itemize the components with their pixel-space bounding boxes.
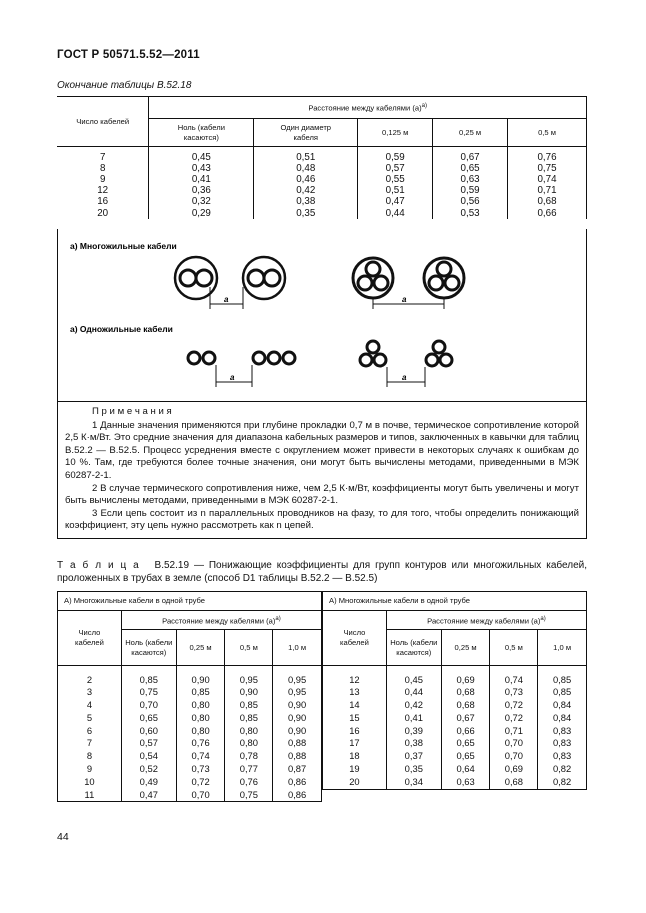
coefficient-cell: 0,82: [538, 763, 587, 776]
row-count-cell: 9: [58, 763, 122, 776]
table-row: [323, 699, 587, 712]
coefficient-cell: 0,42: [254, 185, 358, 196]
coefficient-cell: 0,74: [508, 174, 587, 185]
coefficient-cell: 0,44: [358, 208, 433, 219]
coefficient-cell: 0,76: [225, 776, 273, 789]
coefficient-cell: 0,60: [121, 725, 176, 738]
coefficient-cell: 0,48: [254, 163, 358, 174]
coefficient-cell: 0,54: [121, 750, 176, 763]
coefficient-cell: 0,38: [386, 737, 441, 750]
coefficient-cell: 0,90: [273, 712, 322, 725]
coefficient-cell: 0,64: [441, 763, 490, 776]
coefficient-cell: 0,51: [358, 185, 433, 196]
notes-block: [57, 401, 587, 539]
row-count-cell: 8: [58, 750, 122, 763]
derating-table-b52-19-left: [57, 591, 322, 802]
coefficient-cell: 0,84: [538, 699, 587, 712]
cable-arrangement-figure: [57, 229, 587, 402]
table-row: [57, 152, 587, 163]
dimension-a-multicore-2: [373, 298, 444, 309]
coefficient-cell: 0,70: [490, 750, 538, 763]
multicore-2core-cable-icon: [175, 257, 285, 299]
coefficient-cell: 0,34: [386, 776, 441, 789]
coefficient-cell: 0,95: [273, 686, 322, 699]
coefficient-cell: 0,37: [386, 750, 441, 763]
coefficient-cell: 0,82: [538, 776, 587, 789]
dimension-label: а: [402, 295, 407, 304]
dimension-label: а: [230, 373, 235, 382]
column-header: 1,0 м: [273, 630, 322, 666]
derating-table-b52-18: [57, 96, 587, 219]
table-caption: Окончание таблицы В.52.18: [57, 80, 192, 91]
coefficient-cell: 0,85: [176, 686, 225, 699]
coefficient-cell: 0,57: [358, 163, 433, 174]
row-header: Число кабелей: [323, 611, 387, 666]
coefficient-cell: 0,70: [121, 699, 176, 712]
table-row: [58, 789, 322, 802]
row-count-cell: 10: [58, 776, 122, 789]
row-count-cell: 15: [323, 712, 387, 725]
column-header: 0,5 м: [490, 630, 538, 666]
coefficient-cell: 0,32: [149, 196, 254, 207]
coefficient-cell: 0,59: [358, 152, 433, 163]
table-row: [323, 686, 587, 699]
row-count-cell: 16: [323, 725, 387, 738]
coefficient-cell: 0,80: [176, 712, 225, 725]
coefficient-cell: 0,75: [225, 789, 273, 802]
coefficient-cell: 0,39: [386, 725, 441, 738]
coefficient-cell: 0,86: [273, 776, 322, 789]
section-title: А) Многожильные кабели в одной трубе: [323, 592, 587, 611]
column-header: 0,25 м: [441, 630, 490, 666]
document-header: ГОСТ Р 50571.5.52—2011: [57, 49, 200, 61]
coefficient-cell: 0,75: [508, 163, 587, 174]
coefficient-cell: 0,52: [121, 763, 176, 776]
coefficient-cell: 0,68: [490, 776, 538, 789]
derating-table-b52-19-right: [322, 591, 587, 790]
coefficient-cell: 0,67: [433, 152, 508, 163]
column-header: 0,5 м: [225, 630, 273, 666]
table-row: [58, 674, 322, 687]
row-count-cell: 18: [323, 750, 387, 763]
coefficient-cell: 0,72: [490, 699, 538, 712]
note-item: 1 Данные значения применяются при глубине прокладки 0,7 м в почве, термическое сопротивление которой 2,5 К·м/Вт. Это средние значения для диапазона кабельных размеров и типов, заключенных в кавычки для таблиц В.52.2 — В.52.5. Процесс усреднения вместе с округлением может привести в некоторых случаях к ошибкам до 10 %. Там, где требуются более точные значения, они могут быть вычислены методами, приведенными в МЭК 60287-2-1.: [65, 419, 579, 481]
coefficient-cell: 0,69: [490, 763, 538, 776]
coefficient-cell: 0,68: [441, 699, 490, 712]
row-count-cell: 7: [99, 151, 106, 163]
coefficient-cell: 0,70: [176, 789, 225, 802]
table-row: [57, 185, 587, 196]
coefficient-cell: 0,67: [441, 712, 490, 725]
cable-diagrams: [58, 229, 588, 401]
table-row: [57, 196, 587, 207]
group-header: Расстояние между кабелями $(а)^{а)}$: [386, 611, 586, 630]
table-row: [58, 750, 322, 763]
coefficient-cell: 0,44: [386, 686, 441, 699]
note-item: 2 В случае термического сопротивления ниже, чем 2,5 К·м/Вт, коэффициенты могут быть увеличены и могут быть вычислены методами, приведенными в МЭК 60287-2-1.: [65, 482, 579, 507]
coefficient-cell: 0,75: [121, 686, 176, 699]
coefficient-cell: 0,41: [386, 712, 441, 725]
row-count-cell: 7: [58, 737, 122, 750]
coefficient-cell: 0,90: [273, 725, 322, 738]
coefficient-cell: 0,69: [441, 674, 490, 687]
coefficient-cell: 0,68: [441, 686, 490, 699]
coefficient-cell: [490, 789, 538, 790]
column-header: 0,25 м: [176, 630, 225, 666]
coefficient-cell: 0,29: [149, 208, 254, 219]
table-row: [323, 776, 587, 789]
table-row: [57, 163, 587, 174]
table-row: [58, 776, 322, 789]
row-count-cell: 20: [97, 207, 109, 219]
coefficient-cell: 0,80: [176, 699, 225, 712]
table-row: [58, 712, 322, 725]
coefficient-cell: 0,35: [254, 208, 358, 219]
table-row: [323, 750, 587, 763]
coefficient-cell: 0,66: [508, 208, 587, 219]
page-number: 44: [57, 831, 69, 843]
coefficient-cell: 0,65: [441, 737, 490, 750]
coefficient-cell: 0,63: [441, 776, 490, 789]
row-count-cell: 9: [99, 173, 106, 185]
coefficient-cell: 0,83: [538, 750, 587, 763]
table-row: [323, 712, 587, 725]
coefficient-cell: 0,74: [176, 750, 225, 763]
coefficient-cell: 0,71: [508, 185, 587, 196]
row-count-cell: 12: [323, 674, 387, 687]
row-count-cell: 4: [58, 699, 122, 712]
dimension-label: а: [224, 295, 229, 304]
coefficient-cell: 0,80: [225, 737, 273, 750]
coefficient-cell: 0,85: [121, 674, 176, 687]
coefficient-cell: 0,65: [433, 163, 508, 174]
row-count-cell: 11: [58, 789, 122, 802]
row-count-cell: [323, 789, 387, 790]
coefficient-cell: 0,35: [386, 763, 441, 776]
row-count-cell: 13: [323, 686, 387, 699]
figure-label-single-core: а) Одножильные кабели: [70, 324, 173, 334]
coefficient-cell: [538, 789, 587, 790]
column-header: Ноль (кабели касаются): [121, 630, 176, 666]
row-count-cell: 12: [97, 185, 109, 197]
coefficient-cell: 0,83: [538, 737, 587, 750]
coefficient-cell: 0,72: [176, 776, 225, 789]
coefficient-cell: 0,70: [490, 737, 538, 750]
table-row: [58, 686, 322, 699]
row-count-cell: 8: [99, 162, 106, 174]
coefficient-cell: 0,57: [121, 737, 176, 750]
row-count-cell: 14: [323, 699, 387, 712]
coefficient-cell: 0,85: [538, 674, 587, 687]
table-row: [323, 725, 587, 738]
coefficient-cell: 0,59: [433, 185, 508, 196]
row-count-cell: 17: [323, 737, 387, 750]
coefficient-cell: 0,90: [225, 686, 273, 699]
row-count-cell: 6: [58, 725, 122, 738]
coefficient-cell: 0,65: [121, 712, 176, 725]
coefficient-cell: 0,76: [176, 737, 225, 750]
row-count-cell: 19: [323, 763, 387, 776]
table-row: [323, 737, 587, 750]
column-header: 0,25 м: [433, 119, 508, 147]
coefficient-cell: 0,63: [433, 174, 508, 185]
group-header: Расстояние между кабелями $(а)^{а)}$: [121, 611, 321, 630]
table-row: [57, 174, 587, 185]
coefficient-cell: 0,45: [386, 674, 441, 687]
single-core-cable-group-icon: [188, 341, 452, 366]
coefficient-cell: 0,95: [225, 674, 273, 687]
coefficient-cell: 0,47: [358, 196, 433, 207]
coefficient-cell: 0,78: [225, 750, 273, 763]
dimension-label: а: [402, 373, 407, 382]
row-header: Число кабелей: [58, 611, 122, 666]
row-count-cell: 3: [58, 686, 122, 699]
column-header: Один диаметр кабеля: [254, 119, 358, 147]
coefficient-cell: 0,72: [490, 712, 538, 725]
coefficient-cell: 0,56: [433, 196, 508, 207]
coefficient-cell: 0,66: [441, 725, 490, 738]
coefficient-cell: 0,86: [273, 789, 322, 802]
coefficient-cell: 0,47: [121, 789, 176, 802]
coefficient-cell: 0,68: [508, 196, 587, 207]
coefficient-cell: 0,51: [254, 152, 358, 163]
row-count-cell: 20: [323, 776, 387, 789]
coefficient-cell: 0,84: [538, 712, 587, 725]
coefficient-cell: 0,88: [273, 737, 322, 750]
coefficient-cell: 0,73: [490, 686, 538, 699]
coefficient-cell: 0,43: [149, 163, 254, 174]
coefficient-cell: 0,80: [225, 725, 273, 738]
section-title: А) Многожильные кабели в одной трубе: [58, 592, 322, 611]
coefficient-cell: 0,95: [273, 674, 322, 687]
figure-label-multicore: а) Многожильные кабели: [70, 241, 177, 251]
multicore-3core-cable-icon: [353, 258, 464, 298]
table-row: [57, 208, 587, 219]
coefficient-cell: 0,76: [508, 152, 587, 163]
column-header: 0,5 м: [508, 119, 587, 147]
row-header: Число кабелей: [57, 97, 149, 147]
coefficient-cell: 0,38: [254, 196, 358, 207]
coefficient-cell: 0,53: [433, 208, 508, 219]
coefficient-cell: 0,83: [538, 725, 587, 738]
coefficient-cell: [386, 789, 441, 790]
coefficient-cell: 0,88: [273, 750, 322, 763]
coefficient-cell: 0,49: [121, 776, 176, 789]
table-row: [58, 699, 322, 712]
coefficient-cell: [441, 789, 490, 790]
coefficient-cell: 0,85: [225, 712, 273, 725]
row-count-cell: 5: [58, 712, 122, 725]
row-count-cell: 16: [97, 196, 109, 208]
coefficient-cell: 0,46: [254, 174, 358, 185]
coefficient-cell: 0,80: [176, 725, 225, 738]
column-header: 1,0 м: [538, 630, 587, 666]
coefficient-cell: 0,87: [273, 763, 322, 776]
coefficient-cell: 0,71: [490, 725, 538, 738]
table-row: [323, 674, 587, 687]
coefficient-cell: 0,77: [225, 763, 273, 776]
row-count-cell: 2: [58, 674, 122, 687]
coefficient-cell: 0,85: [225, 699, 273, 712]
coefficient-cell: 0,90: [176, 674, 225, 687]
column-header: Ноль (кабели касаются): [149, 119, 254, 147]
coefficient-cell: 0,55: [358, 174, 433, 185]
coefficient-cell: 0,85: [538, 686, 587, 699]
table-row: [323, 763, 587, 776]
coefficient-cell: 0,42: [386, 699, 441, 712]
coefficient-cell: 0,36: [149, 185, 254, 196]
coefficient-cell: 0,41: [149, 174, 254, 185]
coefficient-cell: 0,74: [490, 674, 538, 687]
coefficient-cell: 0,73: [176, 763, 225, 776]
column-header: 0,125 м: [358, 119, 433, 147]
table-row: [58, 763, 322, 776]
column-header: Ноль (кабели касаются): [386, 630, 441, 666]
notes-title: П р и м е ч а н и я: [92, 406, 172, 417]
table-row: [58, 737, 322, 750]
table-row: [323, 789, 587, 790]
table-row: [58, 725, 322, 738]
group-header: Расстояние между кабелями $(а)^{а)}$: [149, 97, 587, 119]
note-item: 3 Если цепь состоит из n параллельных проводников на фазу, то для того, чтобы определить понижающий коэффициент, эту цепь нужно рассмотреть как n цепей.: [65, 507, 579, 532]
coefficient-cell: 0,90: [273, 699, 322, 712]
coefficient-cell: 0,65: [441, 750, 490, 763]
coefficient-cell: 0,45: [149, 152, 254, 163]
table2-caption: Т а б л и ц а В.52.19 — Понижающие коэффициенты для групп контуров или многожильных кабелей, проложенных в трубах в земле (способ D1 таблицы В.52.2 — В.52.5): [57, 560, 587, 584]
